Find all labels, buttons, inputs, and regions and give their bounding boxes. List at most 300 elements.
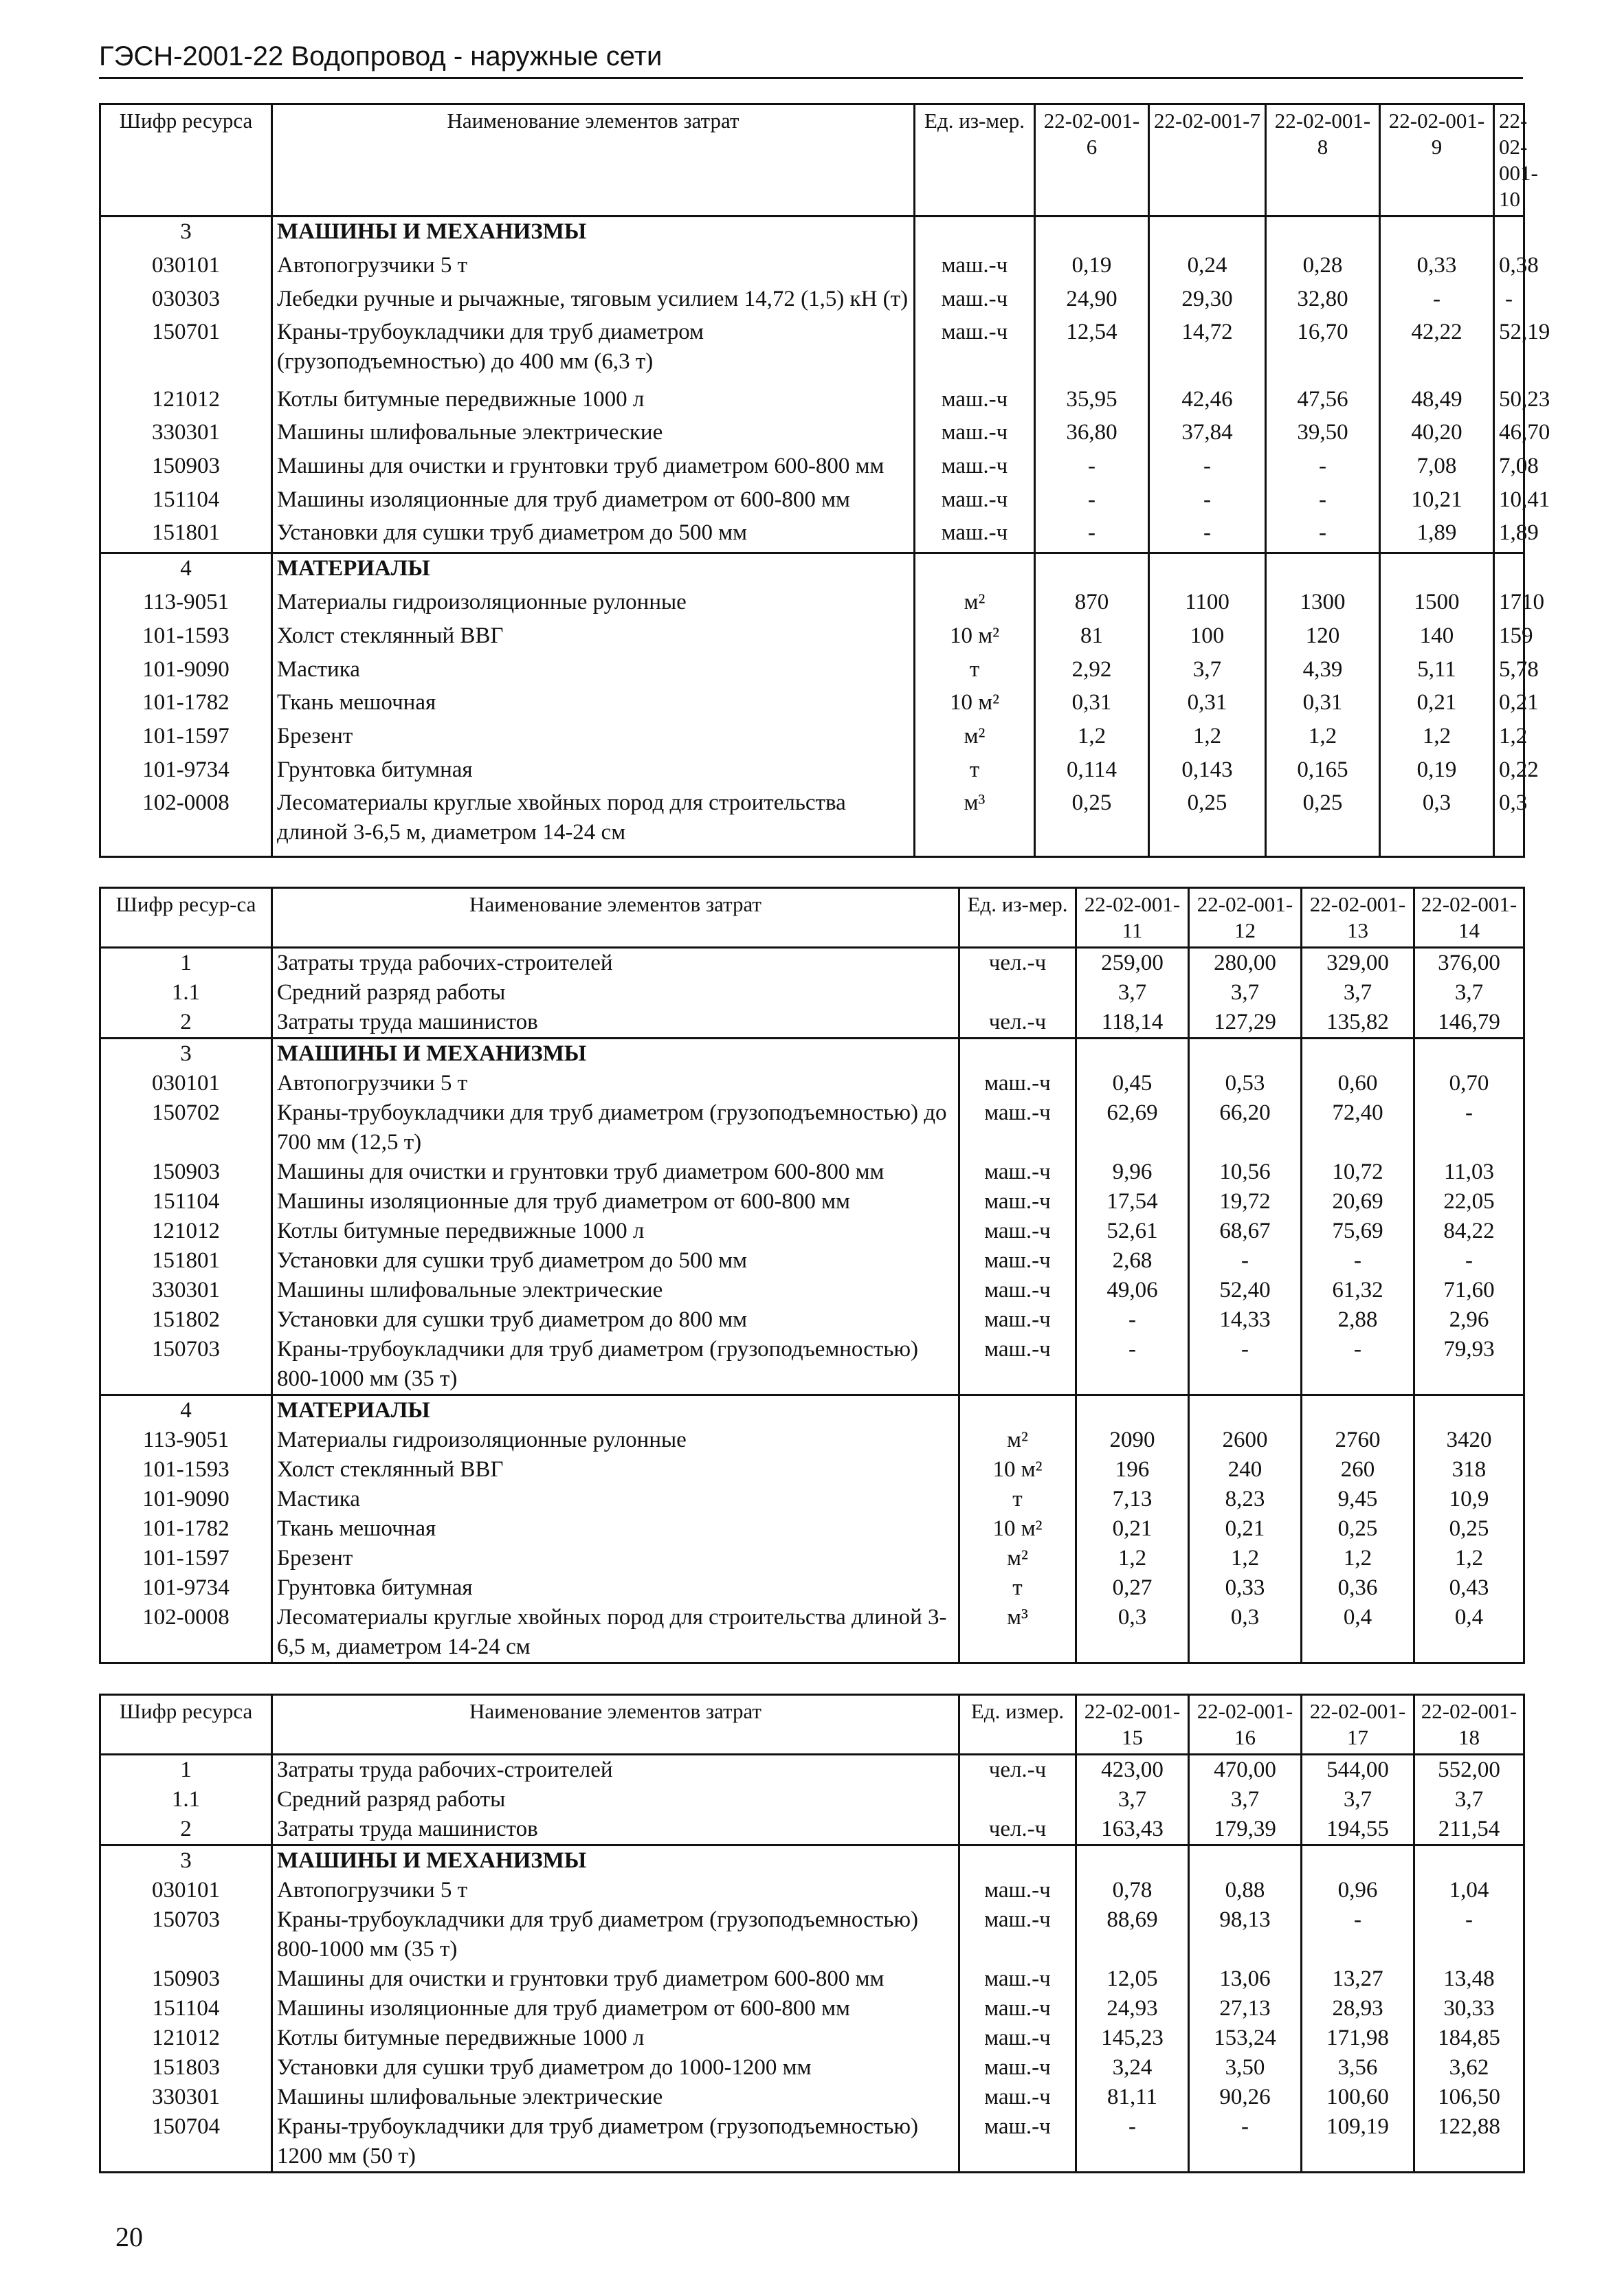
- norm-value-cell: -: [1035, 518, 1149, 553]
- table-row: [100, 1785, 1524, 1815]
- unit-cell: маш.-ч: [959, 2023, 1076, 2053]
- norm-value-cell: 3,56: [1302, 2053, 1414, 2083]
- norm-value-cell: 194,55: [1302, 1815, 1414, 1845]
- norm-value-cell: 0,88: [1189, 1876, 1302, 1905]
- norm-value-cell: -: [1035, 452, 1149, 485]
- norm-value-cell: 1500: [1380, 588, 1494, 621]
- table-row: [100, 1876, 1524, 1905]
- table-row: [100, 621, 1524, 655]
- unit-cell: 10 м²: [959, 1514, 1076, 1544]
- norm-value-cell: [1266, 553, 1380, 588]
- norm-value-cell: -: [1076, 1305, 1189, 1335]
- section-row: [100, 217, 1524, 251]
- norm-value-cell: 3,7: [1414, 978, 1524, 1008]
- cost-element-name-cell: Лебедки ручные и рычажные, тяговым усилием 14,72 (1,5) кН (т): [272, 285, 915, 318]
- norm-value-cell: 52,40: [1189, 1276, 1302, 1305]
- unit-cell: т: [915, 755, 1035, 789]
- table-row: [100, 2023, 1524, 2053]
- norm-value-cell: 0,28: [1266, 251, 1380, 285]
- norm-value-cell: 0,25: [1266, 788, 1380, 856]
- norm-value-cell: 9,96: [1076, 1157, 1189, 1187]
- norm-value-cell: [1076, 1039, 1189, 1069]
- unit-cell: чел.-ч: [959, 1755, 1076, 1786]
- cost-element-name-cell: Грунтовка битумная: [272, 1573, 959, 1603]
- cost-element-name-cell: Установки для сушки труб диаметром до 1000-1200 мм: [272, 2053, 959, 2083]
- norm-value-cell: -: [1189, 1246, 1302, 1276]
- table-row: [100, 755, 1524, 789]
- norm-value-cell: -: [1494, 285, 1524, 318]
- unit-cell: 10 м²: [959, 1455, 1076, 1485]
- cost-element-name-cell: Брезент: [272, 722, 915, 755]
- cost-element-name-cell: Автопогрузчики 5 т: [272, 1876, 959, 1905]
- norm-value-cell: 1,2: [1266, 722, 1380, 755]
- resource-code-cell: 150903: [100, 452, 272, 485]
- norm-value-cell: 40,20: [1380, 418, 1494, 452]
- norm-value-cell: [1414, 1395, 1524, 1426]
- norm-value-cell: 1,89: [1380, 518, 1494, 553]
- norm-value-cell: 0,60: [1302, 1069, 1414, 1098]
- table-row: [100, 1276, 1524, 1305]
- norm-value-cell: 1,2: [1149, 722, 1266, 755]
- unit-cell: м²: [959, 1544, 1076, 1573]
- norm-value-cell: [1266, 217, 1380, 251]
- resource-code-cell: 150703: [100, 1905, 272, 1964]
- cost-element-name-cell: МАТЕРИАЛЫ: [272, 1395, 959, 1426]
- norm-value-cell: -: [1149, 452, 1266, 485]
- norm-value-cell: -: [1149, 518, 1266, 553]
- unit-cell: м²: [959, 1426, 1076, 1455]
- norm-value-cell: 10,41: [1494, 485, 1524, 519]
- norm-value-cell: [1302, 1395, 1414, 1426]
- cost-element-name-cell: Холст стеклянный ВВГ: [272, 621, 915, 655]
- resource-code-cell: 150702: [100, 1098, 272, 1157]
- unit-cell: маш.-ч: [959, 1187, 1076, 1217]
- norm-value-cell: 14,72: [1149, 318, 1266, 384]
- cost-element-name-cell: Установки для сушки труб диаметром до 500 мм: [272, 518, 915, 553]
- unit-cell: маш.-ч: [915, 485, 1035, 519]
- norm-value-cell: 0,33: [1380, 251, 1494, 285]
- table-row: [100, 1069, 1524, 1098]
- table-row: [100, 285, 1524, 318]
- norm-value-cell: 12,05: [1076, 1964, 1189, 1994]
- norm-value-cell: 46,70: [1494, 418, 1524, 452]
- table-row: [100, 1514, 1524, 1544]
- cost-element-name-cell: МАШИНЫ И МЕХАНИЗМЫ: [272, 1039, 959, 1069]
- cost-element-name-cell: Установки для сушки труб диаметром до 500 мм: [272, 1246, 959, 1276]
- cost-element-name-cell: Средний разряд работы: [272, 978, 959, 1008]
- norm-value-cell: 171,98: [1302, 2023, 1414, 2053]
- resource-code-cell: 101-9090: [100, 655, 272, 689]
- resource-code-cell: 101-1593: [100, 1455, 272, 1485]
- table-row: [100, 655, 1524, 689]
- resource-code-cell: 151801: [100, 1246, 272, 1276]
- norm-value-cell: 146,79: [1414, 1008, 1524, 1039]
- unit-cell: маш.-ч: [959, 2053, 1076, 2083]
- unit-cell: маш.-ч: [915, 518, 1035, 553]
- unit-cell: маш.-ч: [959, 1305, 1076, 1335]
- norm-value-cell: 3,7: [1149, 655, 1266, 689]
- norm-value-cell: 0,3: [1380, 788, 1494, 856]
- unit-cell: маш.-ч: [915, 385, 1035, 419]
- norm-value-cell: 2,92: [1035, 655, 1149, 689]
- norm-value-cell: 47,56: [1266, 385, 1380, 419]
- norm-value-cell: 211,54: [1414, 1815, 1524, 1845]
- table-row: [100, 1603, 1524, 1663]
- norm-value-cell: [1189, 1039, 1302, 1069]
- header-norm-code: 22-02-001-11: [1076, 888, 1189, 948]
- cost-element-name-cell: Ткань мешочная: [272, 688, 915, 722]
- norm-value-cell: 179,39: [1189, 1815, 1302, 1845]
- header-norm-code: 22-02-001-16: [1189, 1695, 1302, 1755]
- norm-value-cell: 1,89: [1494, 518, 1524, 553]
- norm-value-cell: 16,70: [1266, 318, 1380, 384]
- unit-cell: маш.-ч: [915, 251, 1035, 285]
- resource-code-cell: 030101: [100, 1069, 272, 1098]
- norm-value-cell: 1,2: [1035, 722, 1149, 755]
- resource-code-cell: 330301: [100, 1276, 272, 1305]
- unit-cell: [959, 1039, 1076, 1069]
- section-row: [100, 1755, 1524, 1786]
- resource-code-cell: 3: [100, 1039, 272, 1069]
- norm-value-cell: -: [1035, 485, 1149, 519]
- norm-value-cell: 1,2: [1494, 722, 1524, 755]
- norm-value-cell: 0,31: [1149, 688, 1266, 722]
- unit-cell: маш.-ч: [959, 1964, 1076, 1994]
- norm-value-cell: -: [1414, 1098, 1524, 1157]
- cost-element-name-cell: МАШИНЫ И МЕХАНИЗМЫ: [272, 1845, 959, 1876]
- norm-value-cell: 7,13: [1076, 1485, 1189, 1514]
- norm-value-cell: -: [1302, 1335, 1414, 1395]
- norm-value-cell: 49,06: [1076, 1276, 1189, 1305]
- table-row: [100, 485, 1524, 519]
- norm-value-cell: [1414, 1845, 1524, 1876]
- cost-element-name-cell: Мастика: [272, 1485, 959, 1514]
- unit-cell: т: [959, 1573, 1076, 1603]
- unit-cell: [959, 1395, 1076, 1426]
- norm-value-cell: 39,50: [1266, 418, 1380, 452]
- norm-value-cell: 1300: [1266, 588, 1380, 621]
- cost-element-name-cell: Ткань мешочная: [272, 1514, 959, 1544]
- table-row: [100, 1544, 1524, 1573]
- norm-value-cell: 48,49: [1380, 385, 1494, 419]
- unit-cell: маш.-ч: [915, 418, 1035, 452]
- norm-value-cell: 2090: [1076, 1426, 1189, 1455]
- cost-table-3: [99, 1694, 1525, 2173]
- cost-element-name-cell: Машины для очистки и грунтовки труб диаметром 600-800 мм: [272, 1964, 959, 1994]
- table-row: [100, 1485, 1524, 1514]
- table-row: [100, 722, 1524, 755]
- norm-value-cell: 5,11: [1380, 655, 1494, 689]
- norm-value-cell: 0,33: [1189, 1573, 1302, 1603]
- norm-value-cell: 127,29: [1189, 1008, 1302, 1039]
- norm-value-cell: 62,69: [1076, 1098, 1189, 1157]
- resource-code-cell: 151104: [100, 485, 272, 519]
- header-cost-element-name: Наименование элементов затрат: [272, 888, 959, 948]
- norm-value-cell: 24,90: [1035, 285, 1149, 318]
- header-norm-code: 22-02-001-13: [1302, 888, 1414, 948]
- header-norm-code: 22-02-001-9: [1380, 104, 1494, 217]
- norm-value-cell: 0,21: [1076, 1514, 1189, 1544]
- table-row: [100, 688, 1524, 722]
- unit-cell: т: [915, 655, 1035, 689]
- norm-value-cell: 13,27: [1302, 1964, 1414, 1994]
- norm-value-cell: 10,56: [1189, 1157, 1302, 1187]
- norm-value-cell: 3,24: [1076, 2053, 1189, 2083]
- norm-value-cell: 376,00: [1414, 948, 1524, 979]
- norm-value-cell: 3420: [1414, 1426, 1524, 1455]
- norm-value-cell: 423,00: [1076, 1755, 1189, 1786]
- header-unit: Ед. из-мер.: [915, 104, 1035, 217]
- section-row: [100, 1395, 1524, 1426]
- header-unit: Ед. измер.: [959, 1695, 1076, 1755]
- norm-value-cell: 140: [1380, 621, 1494, 655]
- norm-value-cell: 159: [1494, 621, 1524, 655]
- cost-element-name-cell: Машины шлифовальные электрические: [272, 1276, 959, 1305]
- norm-value-cell: 0,165: [1266, 755, 1380, 789]
- norm-value-cell: -: [1189, 1335, 1302, 1395]
- header-cost-element-name: Наименование элементов затрат: [272, 1695, 959, 1755]
- resource-code-cell: 101-1593: [100, 621, 272, 655]
- unit-cell: м²: [915, 722, 1035, 755]
- resource-code-cell: 151104: [100, 1994, 272, 2023]
- norm-value-cell: 10,9: [1414, 1485, 1524, 1514]
- resource-code-cell: 4: [100, 553, 272, 588]
- norm-value-cell: 0,25: [1302, 1514, 1414, 1544]
- unit-cell: [959, 978, 1076, 1008]
- cost-element-name-cell: Мастика: [272, 655, 915, 689]
- norm-value-cell: -: [1076, 1335, 1189, 1395]
- norm-value-cell: 0,4: [1302, 1603, 1414, 1663]
- norm-value-cell: 0,78: [1076, 1876, 1189, 1905]
- norm-value-cell: [1302, 1039, 1414, 1069]
- table-row: [100, 251, 1524, 285]
- cost-element-name-cell: Краны-трубоукладчики для труб диаметром (грузоподъемностью) до 700 мм (12,5 т): [272, 1098, 959, 1157]
- norm-value-cell: 36,80: [1035, 418, 1149, 452]
- norm-value-cell: 11,03: [1414, 1157, 1524, 1187]
- table-header-row: [100, 104, 1524, 217]
- header-norm-code: 22-02-001-15: [1076, 1695, 1189, 1755]
- norm-value-cell: 81: [1035, 621, 1149, 655]
- resource-code-cell: 150703: [100, 1335, 272, 1395]
- header-resource-code: Шифр ресур-са: [100, 888, 272, 948]
- resource-code-cell: 101-1597: [100, 1544, 272, 1573]
- norm-value-cell: 163,43: [1076, 1815, 1189, 1845]
- norm-value-cell: 20,69: [1302, 1187, 1414, 1217]
- header-norm-code: 22-02-001-14: [1414, 888, 1524, 948]
- cost-element-name-cell: Машины для очистки и грунтовки труб диаметром 600-800 мм: [272, 1157, 959, 1187]
- norm-value-cell: [1189, 1845, 1302, 1876]
- norm-value-cell: 0,21: [1189, 1514, 1302, 1544]
- norm-value-cell: [1302, 1845, 1414, 1876]
- norm-value-cell: 2600: [1189, 1426, 1302, 1455]
- table-row: [100, 1098, 1524, 1157]
- header-norm-code: 22-02-001-8: [1266, 104, 1380, 217]
- cost-element-name-cell: МАТЕРИАЛЫ: [272, 553, 915, 588]
- resource-code-cell: 330301: [100, 418, 272, 452]
- norm-value-cell: 28,93: [1302, 1994, 1414, 2023]
- unit-cell: [959, 1785, 1076, 1815]
- header-resource-code: Шифр ресурса: [100, 1695, 272, 1755]
- cost-element-name-cell: Материалы гидроизоляционные рулонные: [272, 588, 915, 621]
- table-row: [100, 978, 1524, 1008]
- norm-value-cell: 3,7: [1302, 978, 1414, 1008]
- norm-value-cell: [1380, 553, 1494, 588]
- norm-value-cell: 0,31: [1266, 688, 1380, 722]
- norm-value-cell: -: [1414, 1246, 1524, 1276]
- table-header-row: [100, 1695, 1524, 1755]
- table-row: [100, 2112, 1524, 2173]
- norm-value-cell: -: [1380, 285, 1494, 318]
- cost-element-name-cell: Затраты труда рабочих-строителей: [272, 1755, 959, 1786]
- norm-value-cell: 118,14: [1076, 1008, 1189, 1039]
- norm-value-cell: 0,36: [1302, 1573, 1414, 1603]
- norm-value-cell: 13,48: [1414, 1964, 1524, 1994]
- norm-value-cell: 32,80: [1266, 285, 1380, 318]
- norm-value-cell: 0,3: [1189, 1603, 1302, 1663]
- norm-value-cell: [1149, 217, 1266, 251]
- resource-code-cell: 4: [100, 1395, 272, 1426]
- norm-value-cell: 66,20: [1189, 1098, 1302, 1157]
- table-header-row: [100, 888, 1524, 948]
- norm-value-cell: 42,46: [1149, 385, 1266, 419]
- norm-value-cell: 145,23: [1076, 2023, 1189, 2053]
- norm-value-cell: 7,08: [1494, 452, 1524, 485]
- unit-cell: маш.-ч: [959, 1246, 1076, 1276]
- cost-element-name-cell: Краны-трубоукладчики для труб диаметром (грузоподъемностью) до 400 мм (6,3 т): [272, 318, 915, 384]
- norm-value-cell: 153,24: [1189, 2023, 1302, 2053]
- unit-cell: 10 м²: [915, 621, 1035, 655]
- norm-value-cell: 0,21: [1380, 688, 1494, 722]
- norm-value-cell: 0,19: [1035, 251, 1149, 285]
- norm-value-cell: 29,30: [1149, 285, 1266, 318]
- norm-value-cell: 61,32: [1302, 1276, 1414, 1305]
- cost-element-name-cell: Котлы битумные передвижные 1000 л: [272, 1217, 959, 1246]
- unit-cell: чел.-ч: [959, 948, 1076, 979]
- norm-value-cell: 1,2: [1380, 722, 1494, 755]
- norm-value-cell: [1076, 1395, 1189, 1426]
- unit-cell: маш.-ч: [959, 1994, 1076, 2023]
- table-row: [100, 1187, 1524, 1217]
- norm-value-cell: 10,72: [1302, 1157, 1414, 1187]
- norm-value-cell: 37,84: [1149, 418, 1266, 452]
- norm-value-cell: 7,08: [1380, 452, 1494, 485]
- page-header: [99, 36, 1523, 79]
- norm-value-cell: [1494, 553, 1524, 588]
- norm-value-cell: 0,43: [1414, 1573, 1524, 1603]
- resource-code-cell: 102-0008: [100, 788, 272, 856]
- norm-value-cell: -: [1302, 1905, 1414, 1964]
- norm-value-cell: 72,40: [1302, 1098, 1414, 1157]
- norm-value-cell: 100,60: [1302, 2083, 1414, 2112]
- table-row: [100, 588, 1524, 621]
- norm-value-cell: 1,2: [1302, 1544, 1414, 1573]
- header-norm-code: 22-02-001-10: [1494, 104, 1524, 217]
- cost-element-name-cell: Холст стеклянный ВВГ: [272, 1455, 959, 1485]
- norm-value-cell: 0,25: [1035, 788, 1149, 856]
- table-row: [100, 518, 1524, 553]
- norm-value-cell: 52,19: [1494, 318, 1524, 384]
- norm-value-cell: 2760: [1302, 1426, 1414, 1455]
- norm-value-cell: 22,05: [1414, 1187, 1524, 1217]
- norm-value-cell: 0,4: [1414, 1603, 1524, 1663]
- norm-value-cell: [1380, 217, 1494, 251]
- cost-element-name-cell: МАШИНЫ И МЕХАНИЗМЫ: [272, 217, 915, 251]
- page-title: ГЭСН-2001-22 Водопровод - наружные сети: [99, 41, 663, 71]
- resource-code-cell: 2: [100, 1008, 272, 1039]
- norm-value-cell: [1149, 553, 1266, 588]
- norm-value-cell: 1100: [1149, 588, 1266, 621]
- header-resource-code: Шифр ресурса: [100, 104, 272, 217]
- norm-value-cell: 0,3: [1076, 1603, 1189, 1663]
- norm-value-cell: 0,27: [1076, 1573, 1189, 1603]
- resource-code-cell: 3: [100, 1845, 272, 1876]
- unit-cell: маш.-ч: [959, 2112, 1076, 2173]
- cost-element-name-cell: Котлы битумные передвижные 1000 л: [272, 385, 915, 419]
- norm-value-cell: 3,7: [1302, 1785, 1414, 1815]
- norm-value-cell: 13,06: [1189, 1964, 1302, 1994]
- cost-element-name-cell: Автопогрузчики 5 т: [272, 1069, 959, 1098]
- table-row: [100, 1246, 1524, 1276]
- unit-cell: м³: [959, 1603, 1076, 1663]
- norm-value-cell: 84,22: [1414, 1217, 1524, 1246]
- norm-value-cell: [1494, 217, 1524, 251]
- cost-element-name-cell: Автопогрузчики 5 т: [272, 251, 915, 285]
- norm-value-cell: 0,25: [1149, 788, 1266, 856]
- norm-value-cell: -: [1189, 2112, 1302, 2173]
- unit-cell: м³: [915, 788, 1035, 856]
- norm-value-cell: 100: [1149, 621, 1266, 655]
- norm-value-cell: 30,33: [1414, 1994, 1524, 2023]
- cost-element-name-cell: Средний разряд работы: [272, 1785, 959, 1815]
- unit-cell: маш.-ч: [959, 1069, 1076, 1098]
- norm-value-cell: 35,95: [1035, 385, 1149, 419]
- resource-code-cell: 330301: [100, 2083, 272, 2112]
- norm-value-cell: -: [1266, 518, 1380, 553]
- norm-value-cell: 42,22: [1380, 318, 1494, 384]
- norm-value-cell: 1,04: [1414, 1876, 1524, 1905]
- cost-element-name-cell: Краны-трубоукладчики для труб диаметром (грузоподъемностью) 800-1000 мм (35 т): [272, 1905, 959, 1964]
- header-norm-code: 22-02-001-6: [1035, 104, 1149, 217]
- resource-code-cell: 2: [100, 1815, 272, 1845]
- norm-value-cell: -: [1076, 2112, 1189, 2173]
- unit-cell: [959, 1845, 1076, 1876]
- norm-value-cell: 1,2: [1414, 1544, 1524, 1573]
- resource-code-cell: 1: [100, 948, 272, 979]
- table-row: [100, 1573, 1524, 1603]
- header-norm-code: 22-02-001-18: [1414, 1695, 1524, 1755]
- norm-value-cell: -: [1266, 452, 1380, 485]
- norm-value-cell: 50,23: [1494, 385, 1524, 419]
- norm-value-cell: 135,82: [1302, 1008, 1414, 1039]
- cost-element-name-cell: Машины для очистки и грунтовки труб диаметром 600-800 мм: [272, 452, 915, 485]
- norm-value-cell: -: [1302, 1246, 1414, 1276]
- cost-element-name-cell: Машины шлифовальные электрические: [272, 2083, 959, 2112]
- norm-value-cell: 329,00: [1302, 948, 1414, 979]
- norm-value-cell: 81,11: [1076, 2083, 1189, 2112]
- cost-table-1: [99, 103, 1550, 858]
- norm-value-cell: 0,38: [1494, 251, 1524, 285]
- cost-element-name-cell: Котлы битумные передвижные 1000 л: [272, 2023, 959, 2053]
- resource-code-cell: 151801: [100, 518, 272, 553]
- resource-code-cell: 101-9090: [100, 1485, 272, 1514]
- norm-value-cell: [1035, 553, 1149, 588]
- norm-value-cell: 17,54: [1076, 1187, 1189, 1217]
- resource-code-cell: 113-9051: [100, 588, 272, 621]
- unit-cell: маш.-ч: [959, 2083, 1076, 2112]
- cost-table-2: [99, 887, 1525, 1664]
- unit-cell: маш.-ч: [959, 1098, 1076, 1157]
- header-cost-element-name: Наименование элементов затрат: [272, 104, 915, 217]
